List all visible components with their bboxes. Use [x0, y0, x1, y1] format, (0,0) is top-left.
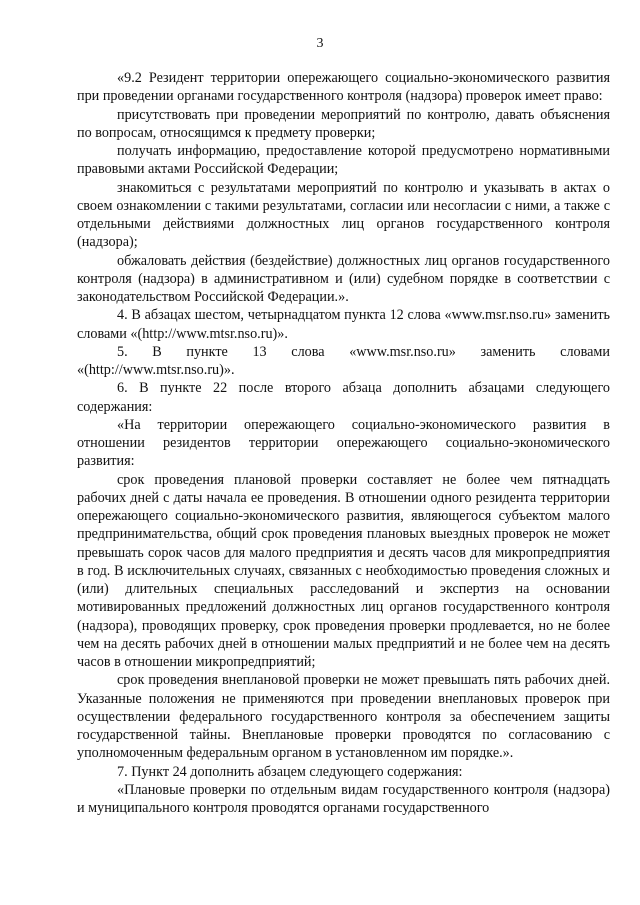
paragraph-item-5: 5. В пункте 13 слова «www.msr.nso.ru» заменить словами «(http://www.mtsr.nso.ru)». [77, 343, 610, 378]
paragraph-planned-inspections-continued: «Плановые проверки по отдельным видам государственного контроля (надзора) и муниципального контроля проводятся органами государственного [77, 781, 610, 816]
paragraph-item-6: 6. В пункте 22 после второго абзаца дополнить абзацами следующего содержания: [77, 380, 610, 415]
paragraph-attend-inspections: присутствовать при проведении мероприятий по контролю, давать объяснения по вопросам, относящимся к предмету проверки; [77, 106, 610, 141]
paragraph-resident-rights-intro: «9.2 Резидент территории опережающего социально-экономического развития при проведении органами государственного контроля (надзора) проверок имеет право: [77, 70, 610, 105]
page-number: 3 [316, 36, 324, 51]
paragraph-appeal-actions: обжаловать действия (бездействие) должностных лиц органов государственного контроля (надзора) в административном и (или) судебном порядке в соответствии с законодательством Российской Федерации.». [77, 252, 610, 305]
paragraph-item-7: 7. Пункт 24 дополнить абзацем следующего содержания: [117, 763, 463, 780]
paragraph-item-4: 4. В абзацах шестом, четырнадцатом пункта 12 слова «www.msr.nso.ru» заменить словами «(http://www.mtsr.nso.ru)». [77, 307, 610, 342]
paragraph-planned-inspection-term: срок проведения плановой проверки составляет не более чем пятнадцать рабочих дней с даты начала ее проведения. В отношении одного резидента территории опережающего социально-экономического развития, являющегося субъектом малого предпринимательства, общий срок проведения плановых выездных проверок не может превышать сорок часов для малого предприятия и десять часов для микропредприятия в год. В исключительных случаях, связанных с необходимостью проведения сложных и (или) длительных специальных расследований и экспертиз на основании мотивированных предложений должностных лиц органов государственного контроля (надзора), проводящих проверку, срок проведения проверки продлевается, но не более чем на десять рабочих дней в отношении малых предприятий и не более чем на десять часов в отношении микропредприятий; [77, 471, 610, 670]
paragraph-unplanned-inspection-term: срок проведения внеплановой проверки не может превышать пять рабочих дней. Указанные положения не применяются при проведении внеплановых проверок при осуществлении федерального государственного контроля за обеспечением защиты государственной тайны. Внеплановые проверки проводятся по согласованию с уполномоченным федеральным органом в установленном им порядке.». [77, 672, 610, 762]
paragraph-review-results: знакомиться с результатами мероприятий по контролю и указывать в актах о своем ознакомлении с такими результатами, согласии или несогласии с ними, а также с отдельными действиями должностных лиц органов государственного контроля (надзора); [77, 179, 610, 251]
document-body [77, 69, 610, 817]
paragraph-tor-residents: «На территории опережающего социально-экономического развития в отношении резидентов территории опережающего социально-экономического развития: [77, 416, 610, 470]
paragraph-receive-information: получать информацию, предоставление которой предусмотрено нормативными правовыми актами Российской Федерации; [77, 143, 610, 178]
